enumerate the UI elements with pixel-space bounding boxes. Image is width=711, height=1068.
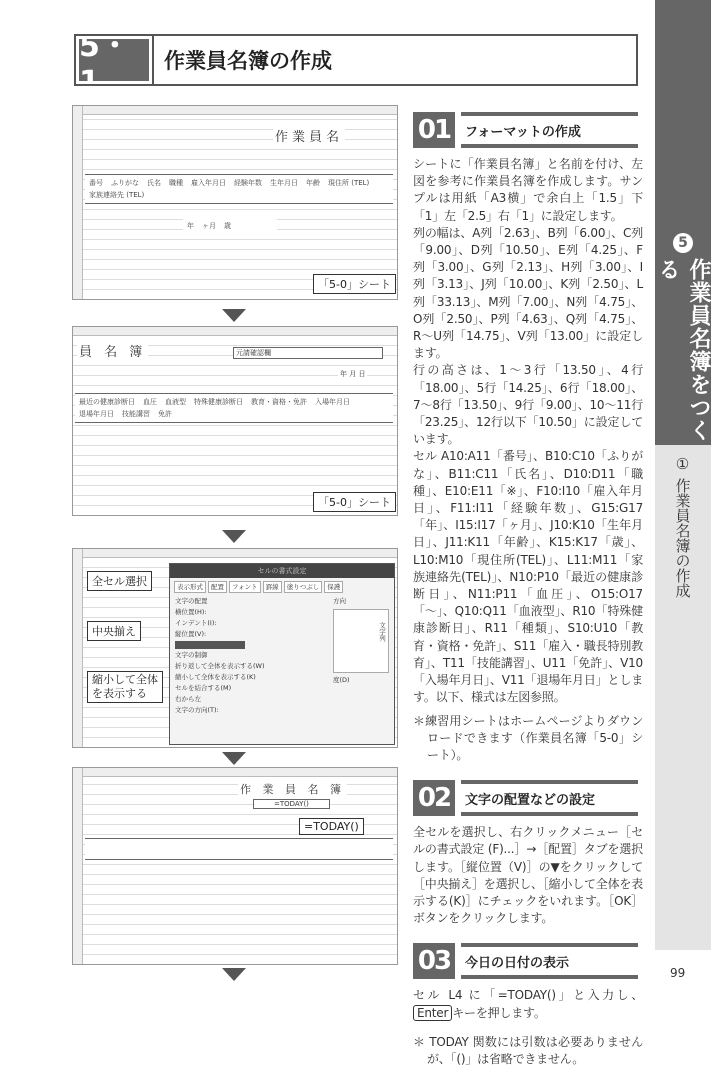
cell: 年齢 (306, 179, 320, 187)
cell: 雇入年月日 (191, 179, 226, 187)
text: セル L4 に「=TODAY()」と入力し、 (413, 988, 643, 1003)
step-03-body (413, 987, 643, 1068)
label: 文字の方向(T): (175, 706, 219, 714)
tab-font[interactable]: フォント (229, 581, 261, 593)
figure-spreadsheet-right (72, 326, 398, 516)
cell: 生年月日 (270, 179, 298, 187)
cell: 退場年月日 (79, 410, 114, 418)
paragraph: シートに「作業員名簿」と名前を付け、左図を参考に作業員名簿を作成します。サンプルは用紙「A3横」で余白上「1.5」下「1」左「2.5」右「1」に設定します。 (413, 157, 643, 223)
section-header (74, 28, 638, 100)
tab-border[interactable]: 罫線 (263, 581, 282, 593)
vertical-align-select[interactable] (175, 641, 245, 649)
label: 度(D) (333, 676, 350, 684)
tab-fill[interactable]: 塗りつぶし (284, 581, 323, 593)
cell: 年 月 日 (340, 370, 366, 378)
label: 方向 (333, 597, 346, 605)
note: ＊練習用シートはホームページよりダウンロードできます（作業員名簿「5-0」シート）。 (413, 713, 643, 762)
page-number: 99 (670, 966, 686, 980)
cell: 血圧 (143, 398, 157, 406)
label: 文字の制御 (175, 651, 208, 659)
callout-sheet-name: 「5-0」シート (313, 274, 396, 294)
dialog-title: セルの書式設定 (170, 564, 394, 578)
sheet-title: 員 名 簿 (77, 341, 148, 360)
note: ＊ TODAY 関数には引数は必要ありませんが、「()」は省略できません。 (413, 1034, 643, 1066)
figure-spreadsheet-format (72, 105, 398, 300)
section-tab-label: ① 作業員名簿の作成 (673, 455, 692, 598)
cell: 歳 (224, 222, 231, 230)
cell: 番号 (89, 179, 103, 187)
paragraph: 全セルを選択し、右クリックメニュー［セルの書式設定 (F)...］→［配置］タブを選択します。［縦位置（V)］の▼をクリックして［中央揃え］を選択し、［縮小して全体を表示する(K)］にチェックをいれます。［OK］ボタンをクリックします。 (413, 825, 644, 926)
cell: 最近の健康診断日 (79, 398, 135, 406)
label: 右から左 (175, 695, 201, 703)
callout-center: 中央揃え (87, 621, 141, 641)
paragraph: セル A10:A11「番号」、B10:C10「ふりがな」、B11:C11「氏名」、D10:D11「職種」、E10:E11「※」、F10:I10「雇入年月日」、F11:I11「経験年数」、G15:G17「年」、I15:I17「ヶ月」、J10:K10「生年月日」、J11:K11「年齢」、K15:K17「歳」、L10:M10「現住所(TEL)」、L11:M11「家族連絡先(TEL)」、N10:P10「最近の健康診断日」、N11:P11「血圧」、O15:O17「〜」、Q10:Q11「血液型」、R10「特殊健康診断日」、R11「種類」、S10:U10「教育・資格・免許」、S11「雇入・職長特別教育」、T11「技能講習」、U11「免許」、V10「入場年月日」、V11「退場年月日」とします。以下、様式は左図参照。 (413, 449, 643, 705)
cell: 現住所 (TEL) (328, 179, 370, 187)
section-number: 5・1 (76, 36, 152, 84)
tab-protection[interactable]: 保護 (324, 581, 343, 593)
chapter-title: 作業員名簿をつくる (655, 258, 711, 442)
section-tab (655, 445, 711, 950)
checkbox-wrap[interactable]: 折り返して全体を表示する(W) (175, 662, 265, 670)
down-arrow-icon (222, 309, 246, 322)
chapter-tab (655, 0, 711, 445)
cell: 経験年数 (234, 179, 262, 187)
figure-format-cells-dialog (72, 548, 398, 748)
paragraph: 列の幅は、A列「2.63」、B列「6.00」、C列「9.00」、D列「10.50」、E列「4.25」、F列「3.00」、G列「2.13」、H列「3.00」、I列「3.13」、J列「10.00」、K列「2.50」、L列「33.13」、M列「7.00」、N列「4.75」、O列「2.50」、P列「4.63」、Q列「4.75」、R〜U列「14.75」、V列「13.00」に設定します。 (413, 225, 643, 361)
cell: ヶ月 (202, 222, 216, 230)
down-arrow-icon (222, 752, 246, 765)
step-number: 03 (413, 943, 455, 979)
callout-select-all: 全セル選択 (87, 571, 152, 591)
cell: ふりがな (111, 179, 139, 187)
header-cells (85, 174, 393, 204)
label: 文字の配置 (175, 597, 208, 605)
label: 縦位置(V): (175, 630, 207, 638)
step-header-02 (413, 780, 638, 816)
unit-cells (183, 218, 277, 234)
tab-number[interactable]: 表示形式 (174, 581, 206, 593)
sheet-title: 作業員名 (273, 126, 345, 145)
cell: 技能講習 (122, 410, 150, 418)
down-arrow-icon (222, 968, 246, 981)
cell: 職種 (169, 179, 183, 187)
callout-sheet-name: 「5-0」シート (313, 492, 396, 512)
text: キーを押します。 (452, 1005, 546, 1020)
step-01-body (413, 156, 643, 764)
down-arrow-icon (222, 530, 246, 543)
step-number: 01 (413, 112, 455, 148)
sheet-title: 作 業 員 名 簿 (240, 783, 345, 796)
callout-shrink: 縮小して全体を表示する (87, 671, 163, 703)
orientation-box[interactable]: 文字列 (333, 609, 389, 673)
cell-l4: =TODAY() (253, 799, 330, 809)
instructions-column (413, 112, 643, 1068)
step-number: 02 (413, 780, 455, 816)
label: 横位置(H): (175, 608, 207, 616)
callout-today: =TODAY() (299, 818, 364, 835)
enter-key: Enter (413, 1005, 452, 1021)
cell: 教育・資格・免許 (251, 398, 307, 406)
tab-alignment[interactable]: 配置 (208, 581, 227, 593)
header-cells (75, 393, 393, 423)
cell: 免許 (158, 410, 172, 418)
figure-today-formula (72, 767, 398, 965)
cell: 元請確認欄 (233, 347, 383, 359)
section-title: 作業員名簿の作成 (164, 49, 332, 73)
cell: 氏名 (147, 179, 161, 187)
cell: 血液型 (165, 398, 186, 406)
cell: 家族連絡先 (TEL) (89, 191, 145, 199)
chapter-number: 5 (673, 233, 693, 253)
step-title: 文字の配置などの設定 (461, 780, 638, 816)
cell: 年 (187, 222, 194, 230)
step-02-body (413, 824, 643, 927)
checkbox-shrink[interactable]: 縮小して全体を表示する(K) (175, 673, 256, 681)
header-band (85, 838, 393, 860)
step-header-03 (413, 943, 638, 979)
step-header-01 (413, 112, 638, 148)
step-title: 今日の日付の表示 (461, 943, 638, 979)
label: インデント(I): (175, 619, 217, 627)
cell: 特殊健康診断日 (194, 398, 243, 406)
cell: 入場年月日 (315, 398, 350, 406)
paragraph: 行の高さは、1〜3行「13.50」、4行「18.00」、5行「14.25」、6行「18.00」、7〜8行「13.50」、9行「9.00」、10〜11行「23.25」、12行以下「10.50」に設定しています。 (413, 363, 643, 447)
step-title: フォーマットの作成 (461, 112, 638, 148)
format-cells-dialog (169, 563, 395, 745)
checkbox-merge[interactable]: セルを結合する(M) (175, 684, 232, 692)
